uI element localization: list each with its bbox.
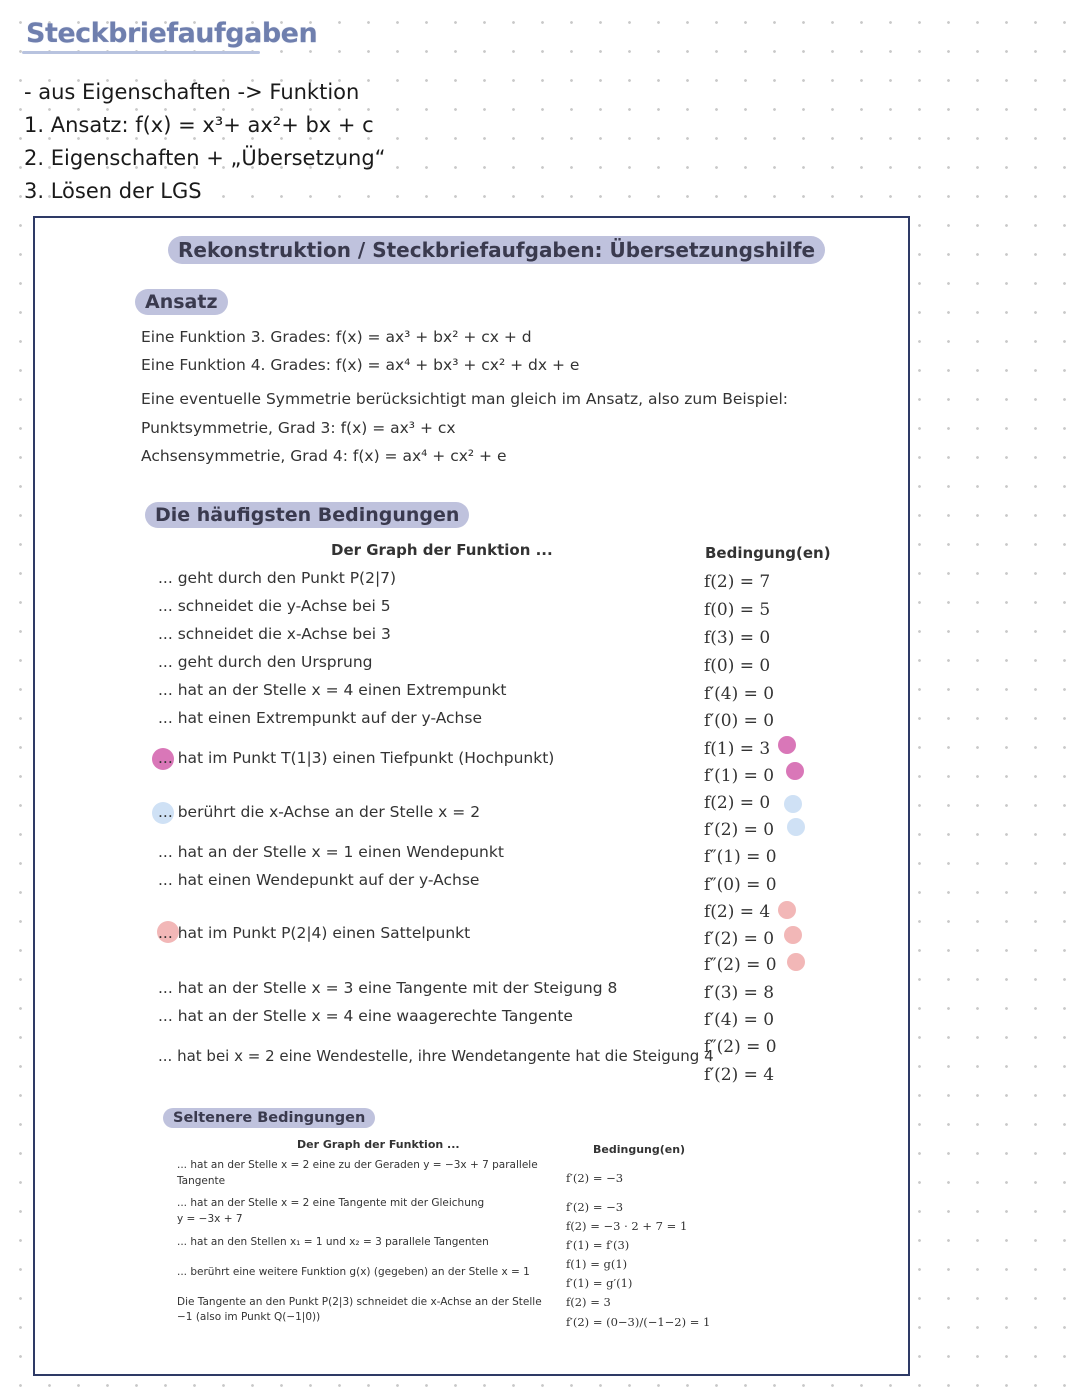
condition: f′(2) = 0: [704, 929, 775, 949]
rare-graph-header: Der Graph der Funktion ...: [297, 1138, 460, 1151]
condition: f(2) = 0: [704, 793, 771, 813]
rare-condition: f(2) = −3 · 2 + 7 = 1: [566, 1219, 688, 1233]
rare-row: y = −3x + 7: [177, 1213, 243, 1225]
rare-condition: f′(1) = g′(1): [566, 1276, 633, 1290]
pink-dot: [786, 762, 804, 780]
common-row: ... hat im Punkt P(2|4) einen Sattelpunkt: [158, 924, 471, 942]
common-row: ... berührt die x-Achse an der Stelle x = 2: [158, 803, 481, 821]
blue-dot: [787, 818, 805, 836]
condition: f(3) = 0: [704, 628, 771, 648]
condition: f′(1) = 0: [704, 766, 775, 786]
ansatz-line-1: Eine Funktion 3. Grades: f(x) = ax³ + bx² + cx + d: [141, 328, 532, 346]
ansatz-line-5: Achsensymmetrie, Grad 4: f(x) = ax⁴ + cx² + e: [141, 447, 507, 465]
common-row: ... hat an der Stelle x = 4 einen Extrempunkt: [158, 681, 507, 699]
rare-condition: f′(1) = f′(3): [566, 1238, 630, 1252]
common-row: ... hat an der Stelle x = 1 einen Wendepunkt: [158, 843, 504, 861]
note-line-2: 1. Ansatz: f(x) = x³+ ax²+ bx + c: [24, 113, 374, 137]
ansatz-label: Ansatz: [135, 289, 228, 315]
rare-row: ... hat an der Stelle x = 2 eine Tangente mit der Gleichung: [177, 1197, 485, 1209]
rare-cond-header: Bedingung(en): [593, 1143, 686, 1156]
rare-condition: f′(2) = (0−3)/(−1−2) = 1: [566, 1315, 711, 1329]
condition: f′(2) = 4: [704, 1065, 775, 1085]
rare-condition: f′(2) = −3: [566, 1171, 624, 1185]
common-row: ... hat einen Wendepunkt auf der y-Achse: [158, 871, 480, 889]
condition: f′(4) = 0: [704, 684, 775, 704]
condition: f″(1) = 0: [704, 847, 777, 867]
rare-condition: f′(2) = −3: [566, 1200, 624, 1214]
condition: f″(0) = 0: [704, 875, 777, 895]
rare-row: ... berührt eine weitere Funktion g(x) (gegeben) an der Stelle x = 1: [177, 1266, 530, 1278]
rare-label: Seltenere Bedingungen: [163, 1108, 375, 1128]
rare-row: Die Tangente an den Punkt P(2|3) schneidet die x-Achse an der Stelle: [177, 1296, 542, 1308]
condition: f(2) = 4: [704, 902, 771, 922]
condition: f″(2) = 0: [704, 955, 777, 975]
rare-row: ... hat an der Stelle x = 2 eine zu der Geraden y = −3x + 7 parallele: [177, 1159, 538, 1171]
common-row: ... schneidet die y-Achse bei 5: [158, 597, 391, 615]
note-line-3: 2. Eigenschaften + „Übersetzung“: [24, 146, 386, 170]
ansatz-line-4: Punktsymmetrie, Grad 3: f(x) = ax³ + cx: [141, 419, 456, 437]
condition: f′(2) = 0: [704, 820, 775, 840]
rare-row: ... hat an den Stellen x₁ = 1 und x₂ = 3 parallele Tangenten: [177, 1236, 489, 1248]
rare-row: −1 (also im Punkt Q(−1|0)): [177, 1311, 321, 1323]
common-cond-header: Bedingung(en): [705, 544, 831, 562]
common-row: ... hat an der Stelle x = 4 eine waagerechte Tangente: [158, 1007, 573, 1025]
common-row: ... geht durch den Ursprung: [158, 653, 373, 671]
condition: f′(4) = 0: [704, 1010, 775, 1030]
common-row: ... geht durch den Punkt P(2|7): [158, 569, 397, 587]
sheet-heading: Rekonstruktion / Steckbriefaufgaben: Übersetzungshilfe: [168, 236, 825, 264]
rare-row: Tangente: [177, 1175, 226, 1187]
pink-dot: [778, 736, 796, 754]
blue-dot: [784, 795, 802, 813]
note-line-4: 3. Lösen der LGS: [24, 179, 202, 203]
rare-condition: f(1) = g(1): [566, 1257, 628, 1271]
common-row: ... hat im Punkt T(1|3) einen Tiefpunkt (Hochpunkt): [158, 749, 555, 767]
condition: f(0) = 0: [704, 656, 771, 676]
salmon-dot: [784, 926, 802, 944]
common-row: ... hat an der Stelle x = 3 eine Tangente mit der Steigung 8: [158, 979, 618, 997]
rare-condition: f(2) = 3: [566, 1295, 611, 1309]
ansatz-line-2: Eine Funktion 4. Grades: f(x) = ax⁴ + bx³ + cx² + dx + e: [141, 356, 580, 374]
ansatz-line-3: Eine eventuelle Symmetrie berücksichtigt man gleich im Ansatz, also zum Beispiel:: [141, 390, 789, 408]
salmon-dot: [778, 901, 796, 919]
common-graph-header: Der Graph der Funktion ...: [331, 541, 553, 559]
title-underline: [22, 51, 260, 54]
condition: f′(0) = 0: [704, 711, 775, 731]
condition: f′(3) = 8: [704, 983, 775, 1003]
condition: f″(2) = 0: [704, 1037, 777, 1057]
common-row: ... hat bei x = 2 eine Wendestelle, ihre Wendetangente hat die Steigung 4: [158, 1047, 714, 1065]
condition: f(0) = 5: [704, 600, 771, 620]
salmon-dot: [787, 953, 805, 971]
common-label: Die häufigsten Bedingungen: [145, 502, 469, 528]
condition: f(1) = 3: [704, 739, 771, 759]
notes-title: Steckbriefaufgaben: [26, 18, 318, 49]
note-line-1: - aus Eigenschaften -> Funktion: [24, 80, 360, 104]
condition: f(2) = 7: [704, 572, 771, 592]
common-row: ... hat einen Extrempunkt auf der y-Achse: [158, 709, 482, 727]
common-row: ... schneidet die x-Achse bei 3: [158, 625, 391, 643]
